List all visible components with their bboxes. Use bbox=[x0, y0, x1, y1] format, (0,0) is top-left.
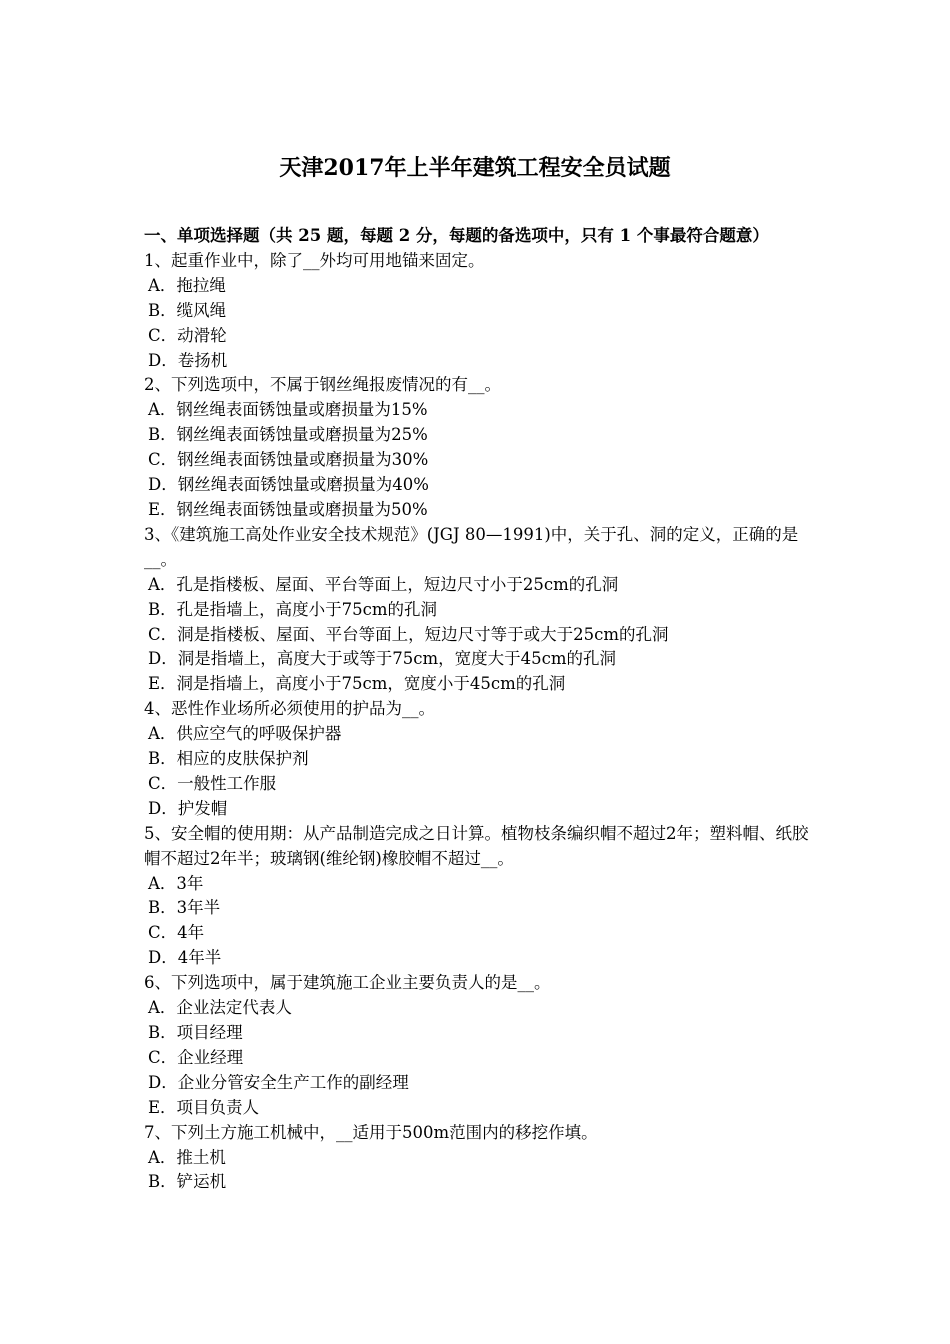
option-d: D．4年半 bbox=[148, 948, 222, 968]
question-3 bbox=[144, 523, 824, 697]
option-b: B．3年半 bbox=[148, 898, 221, 918]
question-text: 5、安全帽的使用期：从产品制造完成之日计算。植物枝条编织帽不超过2年；塑料帽、纸胶帽不超过2年半；玻璃钢(维纶钢)橡胶帽不超过__。 bbox=[144, 823, 809, 868]
option-c: C．4年 bbox=[148, 923, 205, 943]
option-b: B．相应的皮肤保护剂 bbox=[148, 749, 309, 769]
question-2 bbox=[144, 373, 824, 522]
document-body bbox=[144, 224, 824, 1195]
option-e: E．项目负责人 bbox=[148, 1097, 260, 1117]
option-b: B．铲运机 bbox=[148, 1172, 227, 1192]
option-d: D．钢丝绳表面锈蚀量或磨损量为40% bbox=[148, 475, 429, 495]
question-4 bbox=[144, 697, 824, 822]
section-heading: 一、单项选择题（共 25 题，每题 2 分，每题的备选项中，只有 1 个事最符合题意） bbox=[144, 226, 769, 245]
option-a: A．企业法定代表人 bbox=[148, 998, 292, 1018]
option-b: B．缆风绳 bbox=[148, 300, 227, 320]
question-text: 6、下列选项中，属于建筑施工企业主要负责人的是__。 bbox=[144, 973, 551, 993]
option-d: D．洞是指墙上，高度大于或等于75cm，宽度大于45cm的孔洞 bbox=[148, 649, 616, 669]
question-1 bbox=[144, 249, 824, 374]
option-a: A．推土机 bbox=[148, 1147, 226, 1167]
option-b: B．孔是指墙上，高度小于75cm的孔洞 bbox=[148, 599, 438, 619]
question-text: 7、下列土方施工机械中，__适用于500m范围内的移挖作填。 bbox=[144, 1122, 598, 1142]
option-a: A．供应空气的呼吸保护器 bbox=[148, 724, 342, 744]
option-e: E．钢丝绳表面锈蚀量或磨损量为50% bbox=[148, 499, 428, 519]
option-a: A．3年 bbox=[148, 873, 204, 893]
option-a: A．拖拉绳 bbox=[148, 275, 226, 295]
option-c: C．洞是指楼板、屋面、平台等面上，短边尺寸等于或大于25cm的孔洞 bbox=[148, 624, 669, 644]
question-7 bbox=[144, 1121, 824, 1196]
question-6 bbox=[144, 971, 824, 1120]
option-c: C．企业经理 bbox=[148, 1047, 244, 1067]
option-c: C．钢丝绳表面锈蚀量或磨损量为30% bbox=[148, 450, 429, 470]
option-c: C．一般性工作服 bbox=[148, 773, 277, 793]
option-b: B．钢丝绳表面锈蚀量或磨损量为25% bbox=[148, 425, 428, 445]
option-e: E．洞是指墙上，高度小于75cm，宽度小于45cm的孔洞 bbox=[148, 674, 566, 694]
option-a: A．孔是指楼板、屋面、平台等面上，短边尺寸小于25cm的孔洞 bbox=[148, 574, 619, 594]
question-text: 3、《建筑施工高处作业安全技术规范》(JGJ 80—1991)中，关于孔、洞的定义，正确的是__。 bbox=[144, 524, 799, 569]
question-5 bbox=[144, 822, 824, 971]
option-a: A．钢丝绳表面锈蚀量或磨损量为15% bbox=[148, 400, 428, 420]
option-d: D．护发帽 bbox=[148, 798, 228, 818]
question-text: 2、下列选项中，不属于钢丝绳报废情况的有__。 bbox=[144, 375, 501, 395]
page-title: 天津2017年上半年建筑工程安全员试题 bbox=[279, 155, 671, 181]
option-b: B．项目经理 bbox=[148, 1023, 243, 1042]
option-c: C．动滑轮 bbox=[148, 325, 227, 345]
question-text: 4、恶性作业场所必须使用的护品为__。 bbox=[144, 699, 435, 719]
option-d: D．企业分管安全生产工作的副经理 bbox=[148, 1072, 409, 1092]
option-d: D．卷扬机 bbox=[148, 350, 228, 370]
question-text: 1、起重作业中，除了__外均可用地锚来固定。 bbox=[144, 250, 485, 270]
